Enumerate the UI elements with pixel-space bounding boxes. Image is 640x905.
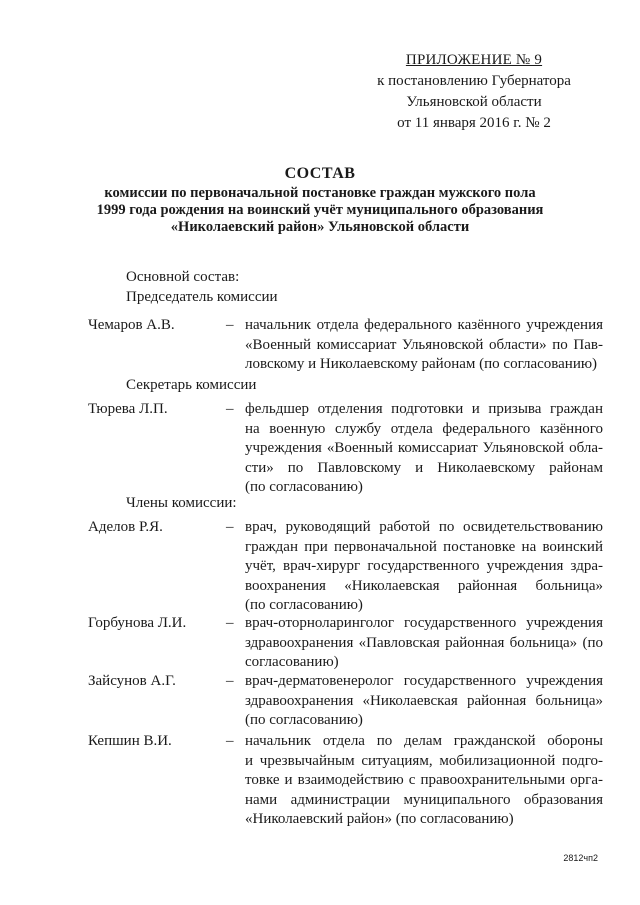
member-name: Аделов Р.Я. — [88, 519, 163, 535]
description-line: ловскому и Николаевскому районам (по согласованию) — [245, 356, 598, 372]
description-line: врач-оторноларинголог государственного учреждения — [245, 615, 603, 631]
description-line: (по согласованию) — [245, 712, 363, 728]
document-title: СОСТАВ — [284, 165, 356, 182]
section-main-label: Основной состав: — [126, 269, 240, 285]
description-line: начальник отдела по делам гражданской обороны — [245, 733, 603, 749]
description-line: «Военный комиссариат Ульяновской области» по Пав- — [245, 336, 603, 353]
member-name: Зайсунов А.Г. — [88, 673, 176, 689]
appendix-title: ПРИЛОЖЕНИЕ № 9 — [405, 52, 543, 68]
appendix-line-2: Ульяновской области — [406, 94, 542, 110]
description-line: здравоохранения «Николаевская районная больница» — [245, 692, 603, 709]
description-line: сти» по Павловскому и Николаевскому районам — [245, 459, 603, 476]
member-name: Горбунова Л.И. — [88, 615, 187, 631]
member-dash: – — [226, 733, 234, 749]
member-name: Чемаров А.В. — [88, 317, 175, 333]
description-line: врач, руководящий работой по освидетельствованию — [245, 519, 603, 535]
description-line: на военную службу отдела федерального казённого — [245, 420, 603, 437]
document-subtitle-1: комиссии по первоначальной постановке граждан мужского пола — [104, 185, 536, 201]
description-line: учёт, врач-хирург государственного учреждения здра- — [245, 558, 603, 574]
document-code: 2812чп2 — [563, 853, 598, 863]
member-description — [245, 518, 603, 616]
description-line: «Николаевский район» (по согласованию) — [245, 811, 514, 827]
member-description — [245, 316, 603, 375]
member-dash: – — [226, 673, 234, 689]
description-line: и чрезвычайным ситуациям, мобилизационной подго- — [245, 752, 603, 769]
section-secretary-label: Секретарь комиссии — [126, 377, 257, 393]
member-description — [245, 614, 603, 673]
member-description — [245, 400, 603, 498]
document-subtitle-3: «Николаевский район» Ульяновской области — [170, 219, 470, 235]
appendix-line-3: от 11 января 2016 г. № 2 — [397, 115, 551, 131]
document-subtitle-2: 1999 года рождения на воинский учёт муниципального образования — [96, 202, 544, 218]
description-line: начальник отдела федерального казённого учреждения — [245, 317, 603, 333]
member-description — [245, 672, 603, 731]
document-heading — [40, 165, 600, 236]
section-members-label: Члены комиссии: — [126, 495, 237, 511]
member-dash: – — [226, 401, 234, 417]
member-dash: – — [226, 519, 234, 535]
appendix-line-1: к постановлению Губернатора — [377, 73, 571, 89]
appendix-header — [344, 50, 604, 134]
member-name: Тюрева Л.П. — [88, 401, 168, 417]
description-line: товке и взаимодействию с правоохранительными орга- — [245, 772, 603, 788]
description-line: воохранения «Николаевская районная больница» — [245, 577, 603, 594]
member-dash: – — [226, 317, 234, 333]
description-line: нами администрации муниципального образования — [245, 791, 603, 808]
member-name: Кепшин В.И. — [88, 733, 172, 749]
description-line: здравоохранения «Павловская районная больница» (по — [245, 634, 603, 651]
section-chair-label: Председатель комиссии — [126, 289, 278, 305]
description-line: (по согласованию) — [245, 597, 363, 613]
description-line: учреждения «Военный комиссариат Ульяновской обла- — [245, 440, 603, 456]
description-line: граждан при первоначальной постановке на воинский — [245, 538, 603, 555]
description-line: согласованию) — [245, 654, 339, 670]
description-line: врач-дерматовенеролог государственного учреждения — [245, 673, 603, 689]
member-description — [245, 732, 603, 830]
member-dash: – — [226, 615, 234, 631]
description-line: фельдшер отделения подготовки и призыва граждан — [245, 401, 603, 417]
description-line: (по согласованию) — [245, 479, 363, 495]
